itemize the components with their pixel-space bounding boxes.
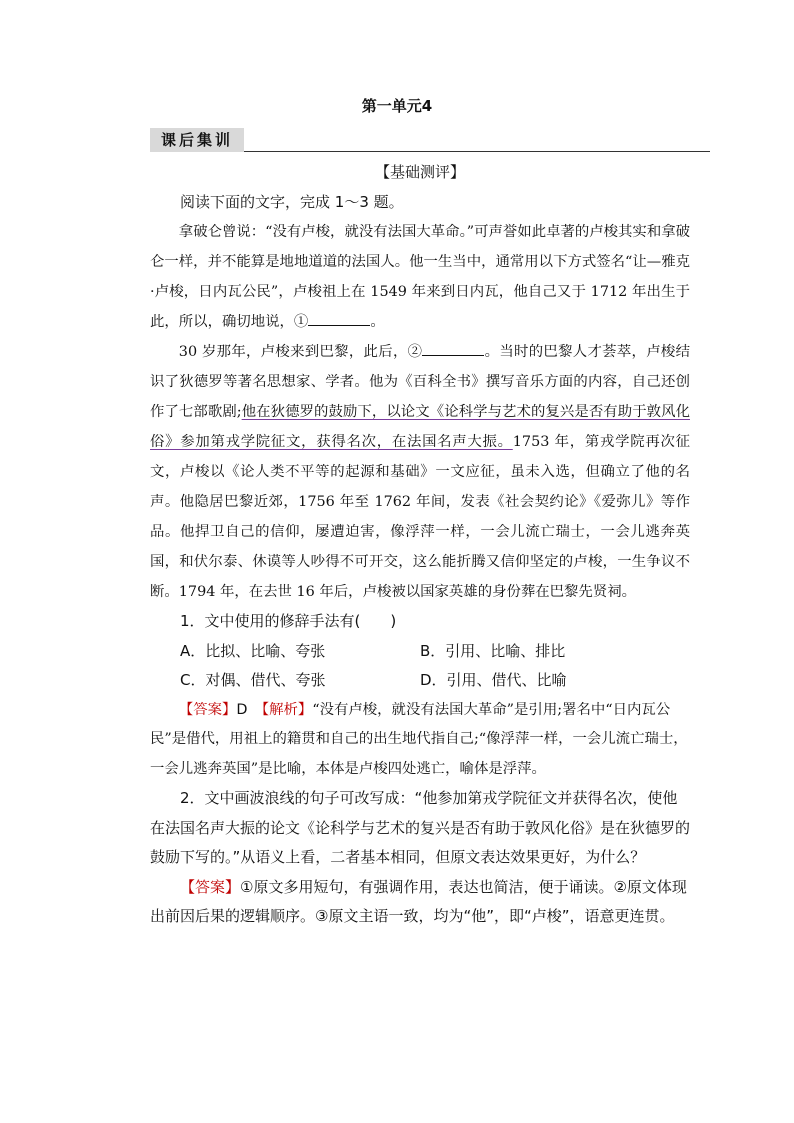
answer-tag: 【答案】	[180, 877, 241, 896]
blank-2-number: ②	[407, 344, 423, 360]
sub-title: 【基础测评】	[374, 163, 465, 181]
option-c: C．对偶、借代、夸张	[180, 671, 326, 689]
answer-value: D	[236, 701, 248, 718]
analysis-tag: 【解析】	[261, 701, 313, 718]
page-title: 第一单元4	[361, 97, 433, 115]
section-rule	[244, 151, 710, 152]
section-header	[150, 124, 710, 152]
question-1-stem: 1．文中使用的修辞手法有( )	[180, 612, 397, 630]
question-1-options	[150, 637, 690, 696]
passage-p2-text-c: 1753 年，第戎学院再次征文，卢梭以《论人类不平等的起源和基础》一文应征，虽未入选，但确立了他的名声。他隐居巴黎近郊，1756 年至 1762 年间，发表《社会契约论》《爱弥儿》等作品。他捍卫自己的信仰，屡遭迫害，像浮萍一样，一会儿流亡瑞士，一会儿逃奔英国，和伏尔泰、休谟等人吵得不可开交，这么能折腾又信仰坚定的卢梭，一生争议不断。1794 年，在去世 16 年后，卢梭被以国家英雄的身份葬在巴黎先贤祠。	[150, 434, 690, 600]
blank-2	[422, 341, 484, 356]
question-2-answer	[150, 873, 690, 932]
passage-p2-text-a: 30 岁那年，卢梭来到巴黎，此后，	[178, 344, 408, 360]
answer-tag: 【答案】	[178, 701, 237, 718]
option-d: D．引用、借代、比喻	[420, 671, 567, 689]
content	[150, 158, 690, 932]
passage-p1-text: 拿破仑曾说：“没有卢梭，就没有法国大革命。”可声誉如此卓著的卢梭其实和拿破仑一样，并不能算是地地道道的法国人。他一生当中，通常用以下方式签名“让—雅克·卢梭，日内瓦公民”，卢梭祖上在 1549 年来到日内瓦，他自己又于 1712 年出生于此，所以，确切地说，	[150, 224, 690, 330]
blank-1	[308, 311, 370, 326]
option-b: B．引用、比喻、排比	[420, 641, 566, 660]
question-1-answer	[150, 696, 690, 785]
passage-paragraph-1	[150, 217, 690, 337]
wavy-underlined-sentence: 他在狄德罗的鼓励下，以论文《论科学与艺术的复兴是否有助于敦风化俗》参加第戎学院征文，获得名次，在法国名声大振。	[150, 404, 690, 450]
passage-p2-text-b: 。当时的巴黎人才荟萃，卢梭结识了狄德罗等著名思想家、学者。他为《百科全书》撰写音乐方面的内容，自己还创作了七部歌剧;	[150, 344, 690, 420]
section-label: 课后集训	[150, 128, 244, 152]
question-2-stem: 2．文中画波浪线的句子可改写成：“他参加第戎学院征文并获得名次，使他在法国名声大振的论文《论科学与艺术的复兴是否有助于敦风化俗》是在狄德罗的鼓励下写的。”从语义上看，二者基本相同，但原文表达效果更好，为什么？	[150, 789, 691, 866]
analysis-text: “没有卢梭，就没有法国大革命”是引用;署名中“日内瓦公民”是借代，用祖上的籍贯和自己的出生地代指自己;“像浮萍一样，一会儿流亡瑞士，一会儿逃奔英国”是比喻，本体是卢梭四处逃亡，喻体是浮萍。	[150, 701, 688, 777]
option-a: A．比拟、比喻、夸张	[180, 641, 326, 660]
passage-p1-end: 。	[370, 314, 385, 330]
blank-1-number: ①	[293, 314, 309, 330]
answer-text: ①原文多用短句，有强调作用，表达也简洁，便于诵读。②原文体现出前因后果的逻辑顺序。③原文主语一致，均为“他”，即“卢梭”，语意更连贯。	[150, 877, 687, 925]
passage-paragraph-2	[150, 337, 690, 607]
instruction: 阅读下面的文字，完成 1～3 题。	[180, 192, 404, 211]
